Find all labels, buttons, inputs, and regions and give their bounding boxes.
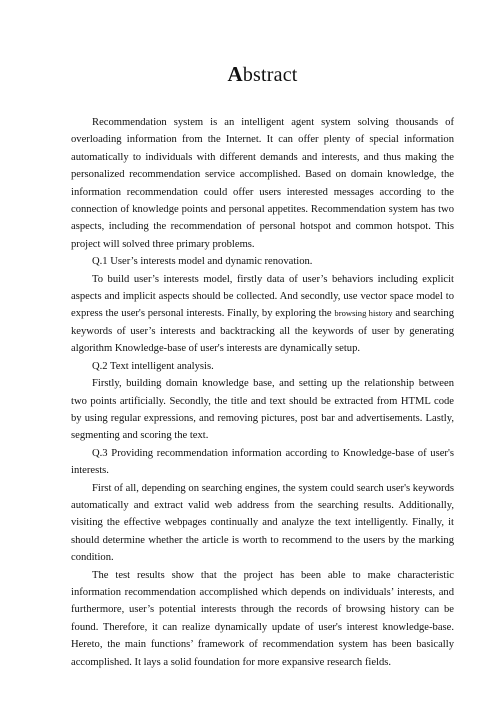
paragraph-interests-model-part2: and searching keywords of user’s interests and backtracking all the keywords of user by generating algorithm Knowledge-base of user's interests are dynamically setup. bbox=[71, 308, 455, 355]
page-title bbox=[71, 62, 454, 87]
paragraph-recommendation: First of all, depending on searching engines, the system could search user's keywords automatically and extract valid web address from the searching results. Additionally, visiting the effective webpages continually and analyze the text intelligently. Finally, it should determine whether the article is worth to recommend to the users by the marking condition. bbox=[71, 482, 454, 564]
question-2-heading: Q.2 Text intelligent analysis. bbox=[92, 360, 214, 372]
question-3-heading: Q.3 Providing recommendation information according to Knowledge-base of user's interests. bbox=[71, 447, 454, 477]
paragraph-interests-model-part1: To build user’s interests model, firstly data of user’s behaviors including explicit aspects and implicit aspects should be collected. And secondly, use vector space model to express the user's personal interests. Finally, by exploring the bbox=[71, 273, 454, 320]
question-1-heading: Q.1 User’s interests model and dynamic renovation. bbox=[92, 256, 313, 268]
title-rest: bstract bbox=[242, 64, 298, 86]
title-initial: A bbox=[227, 62, 243, 86]
paragraph-interests-model bbox=[71, 271, 454, 358]
paragraph-results: The test results show that the project has been able to make characteristic information recommendation accomplished which depends on individuals’ interests, and furthermore, user’s potential interests through the records of browsing history can be found. Therefore, it can realize dynamically update of user's interest knowledge-base. Hereto, the main functions’ framework of recommendation system has been basically accomplished. It lays a solid foundation for more expansive research fields. bbox=[71, 569, 454, 668]
browsing-history-term: browsing history bbox=[334, 308, 393, 319]
paragraph-text-analysis: Firstly, building domain knowledge base, and setting up the relationship between two points artificially. Secondly, the title and text should be extracted from HTML code by using regular expressions, and removing pictures, post bar and advertisements. Lastly, segmenting and scoring the text. bbox=[71, 378, 454, 442]
abstract-body bbox=[71, 114, 454, 671]
paragraph-intro: Recommendation system is an intelligent agent system solving thousands of overloading information from the Internet. It can offer plenty of special information automatically to individuals with different demands and interests, and thus making the personalized recommendation service accomplished. Based on domain knowledge, the information recommendation could offer users interested messages according to the connection of knowledge points and personal appetites. Recommendation system has two aspects, including the recommendation of personal hotspot and common hotspot. This project will solved three primary problems. bbox=[71, 117, 454, 250]
